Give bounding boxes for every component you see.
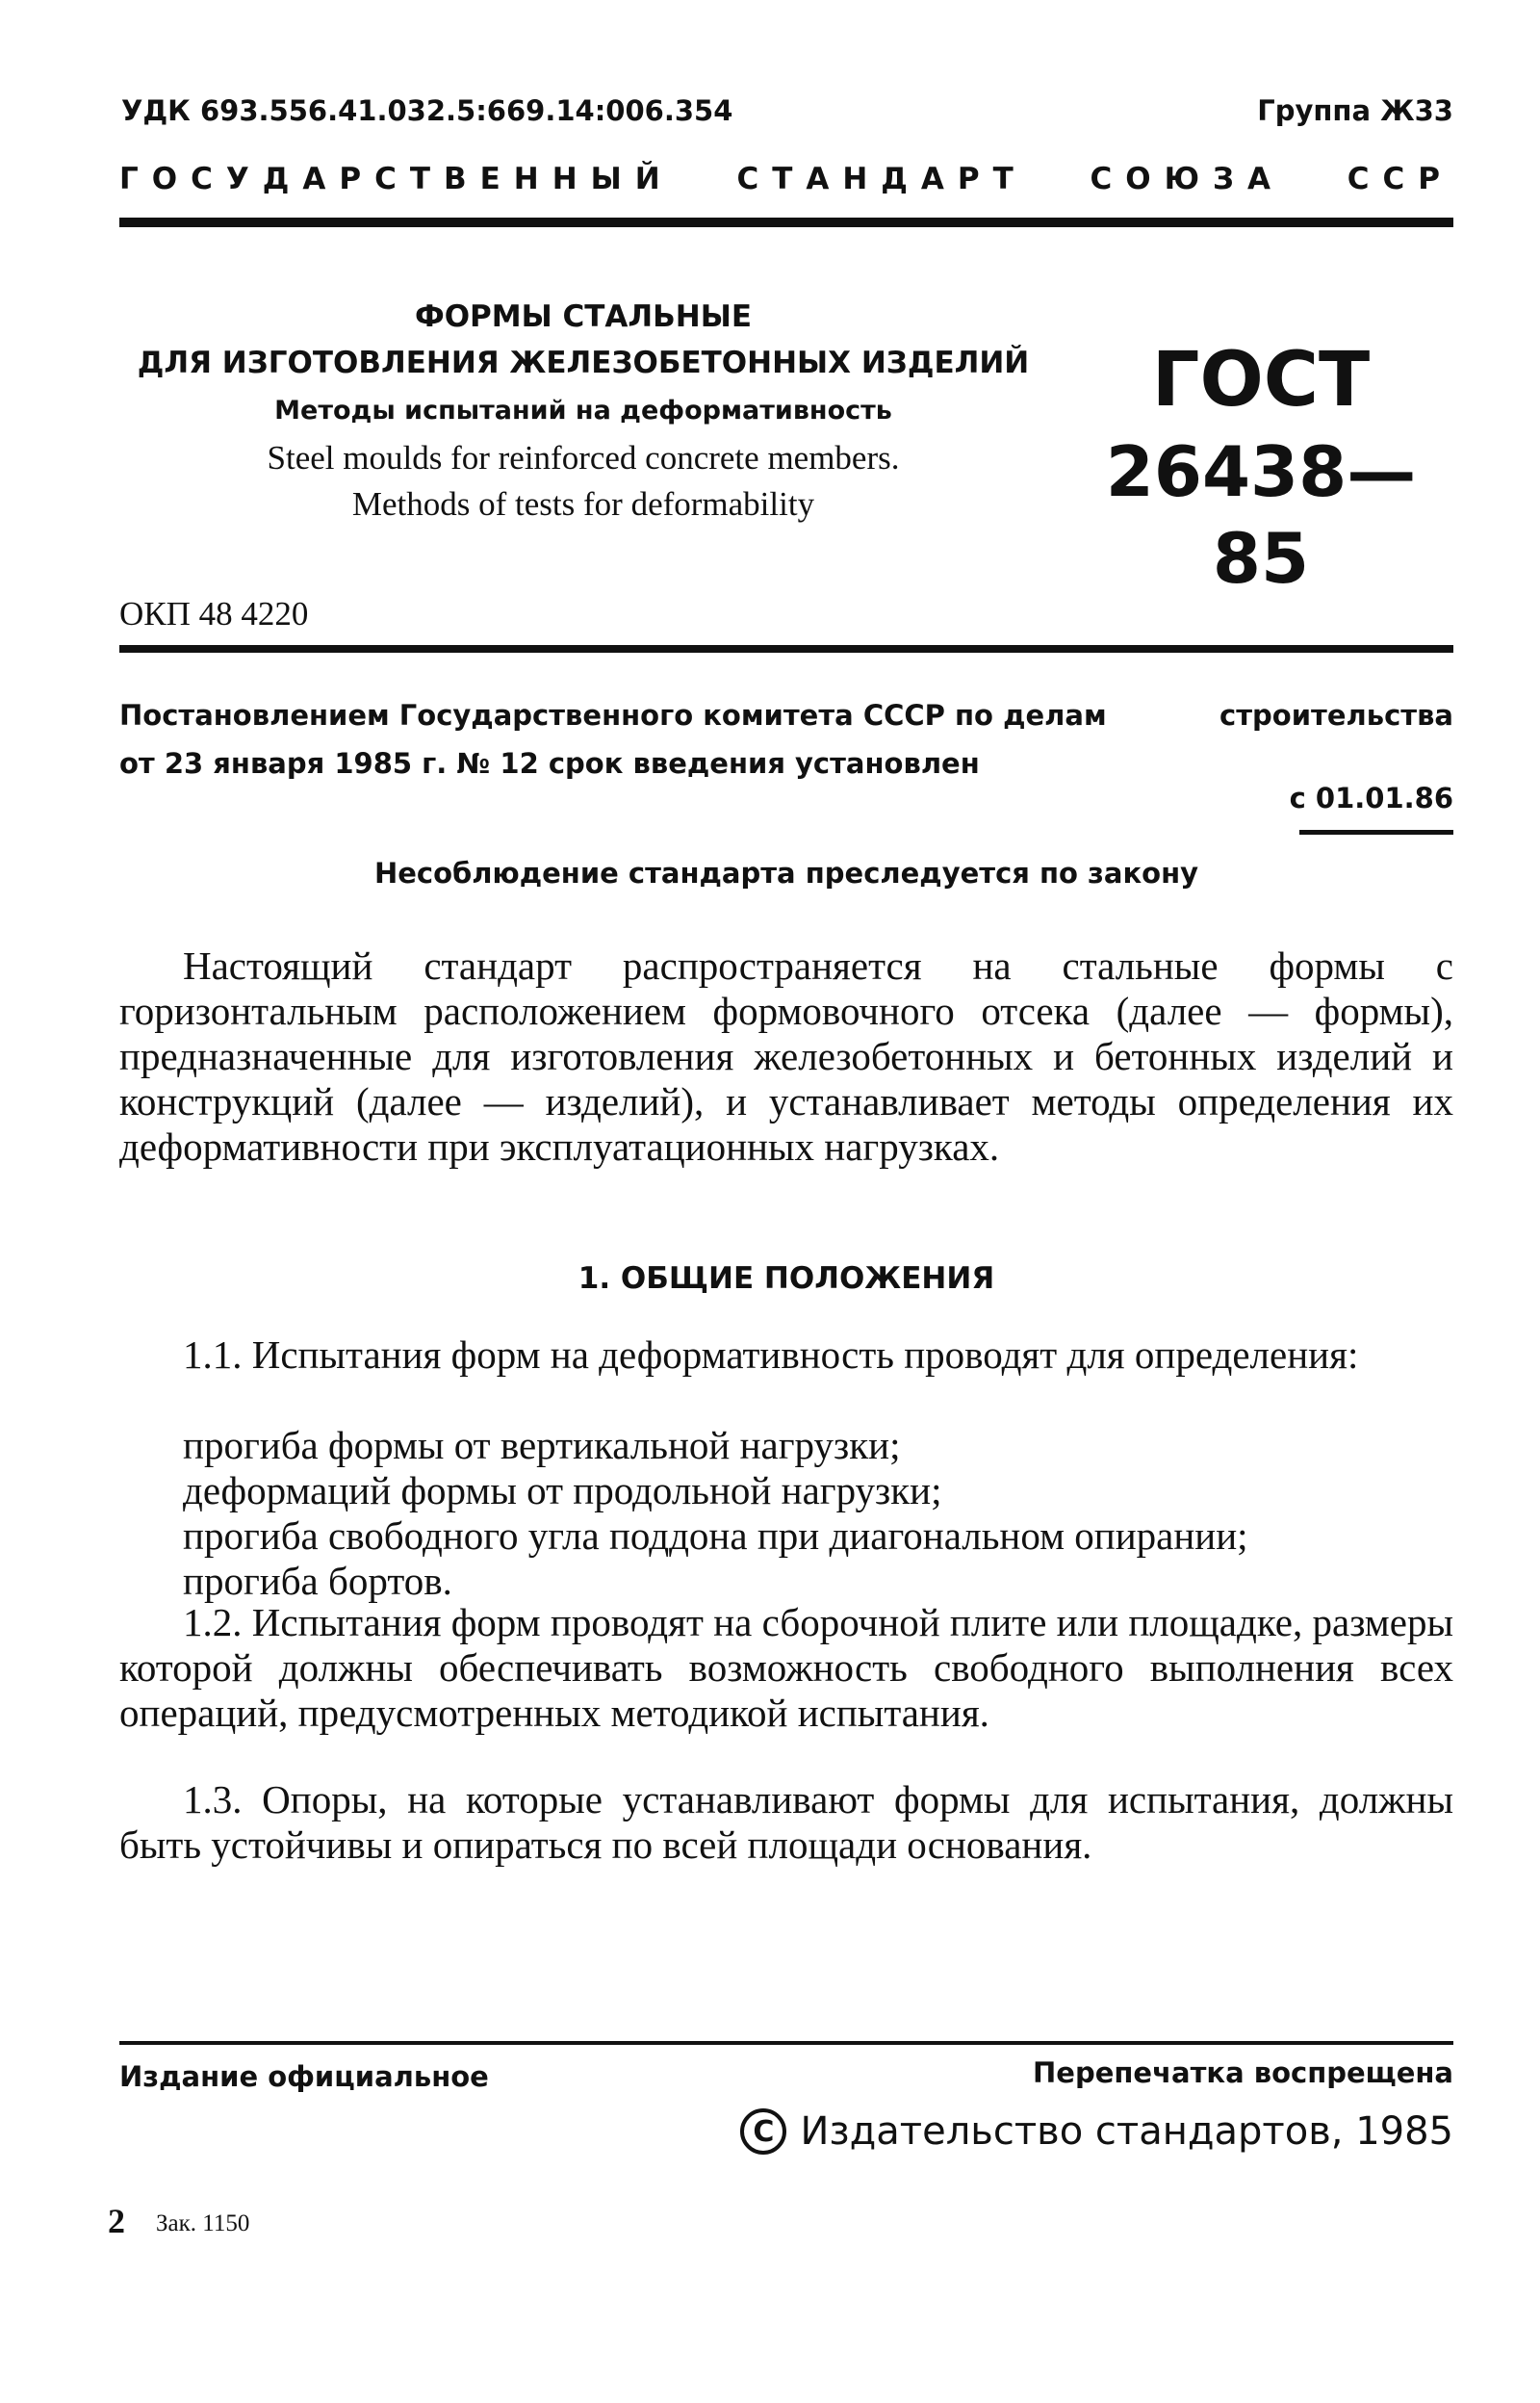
- list-item: прогиба формы от вертикальной нагрузки;: [183, 1423, 901, 1467]
- title-english-1: Steel moulds for reinforced concrete members.: [267, 439, 900, 477]
- gost-designation: [1068, 332, 1453, 602]
- copyright-line: [740, 2108, 1453, 2155]
- reprint-note: Перепечатка воспрещена: [1033, 2056, 1453, 2089]
- edition-note: Издание официальное: [119, 2060, 489, 2093]
- gost-number: 26438—85: [1105, 431, 1417, 599]
- title-line-2: ДЛЯ ИЗГОТОВЛЕНИЯ ЖЕЛЕЗОБЕТОННЫХ ИЗДЕЛИЙ: [137, 346, 1030, 380]
- intro-paragraph: [119, 943, 1453, 1170]
- group-code: Группа Ж33: [1257, 94, 1453, 127]
- page-number: 2: [108, 2202, 125, 2240]
- paragraph-1-1-text: 1.1. Испытания форм на деформативность проводят для определения:: [183, 1332, 1359, 1377]
- paragraph-1-2: [119, 1600, 1453, 1736]
- title-rule: [119, 645, 1453, 653]
- legal-warning: Несоблюдение стандарта преследуется по закону: [373, 857, 1199, 890]
- state-word-2: СТАНДАРТ: [736, 162, 1027, 196]
- okp-code: ОКП 48 4220: [119, 595, 309, 633]
- decree: [119, 691, 1453, 788]
- section-title: 1. ОБЩИЕ ПОЛОЖЕНИЯ: [578, 1261, 995, 1296]
- order-number: Зак. 1150: [156, 2210, 250, 2236]
- decree-line-1-left: Постановлением Государственного комитета СССР по делам: [119, 699, 1107, 732]
- udk-code: УДК 693.556.41.032.5:669.14:006.354: [121, 94, 733, 127]
- footer-rule: [119, 2041, 1453, 2045]
- paragraph-1-3-text: 1.3. Опоры, на которые устанавливают формы для испытания, должны быть устойчивы и опираться по всей площади основания.: [119, 1777, 1453, 1867]
- copyright-icon: C: [740, 2108, 786, 2155]
- decree-line-2: от 23 января 1985 г. № 12 срок введения установлен: [119, 747, 980, 780]
- paragraph-1-2-text: 1.2. Испытания форм проводят на сборочной плите или площадке, размеры которой должны обеспечивать возможность свободного выполнения всех операций, предусмотренных методикой испытания.: [119, 1600, 1453, 1735]
- title-subtitle: Методы испытаний на деформативность: [274, 396, 892, 426]
- paragraph-1-1: [119, 1332, 1453, 1378]
- state-standard-heading: [119, 162, 1453, 196]
- paragraph-1-3: [119, 1777, 1453, 1868]
- state-word-3: СОЮЗА: [1090, 162, 1285, 196]
- list-item: прогиба свободного угла поддона при диагональном опирании;: [183, 1513, 1248, 1558]
- gost-label: ГОСТ: [1151, 337, 1371, 424]
- state-word-4: ССР: [1347, 162, 1453, 196]
- decree-line-1-right: строительства: [1219, 699, 1453, 732]
- title-block: [121, 294, 1045, 523]
- intro-text: Настоящий стандарт распространяется на стальные формы с горизонтальным расположением формовочного отсека (далее — формы), предназначенные для изготовления железобетонных и бетонных изделий и конструкций (далее — изделий), и устанавливает методы определения их деформативности при эксплуатационных нагрузках.: [119, 943, 1453, 1169]
- title-line-1: ФОРМЫ СТАЛЬНЫЕ: [414, 299, 753, 334]
- copyright-text: Издательство стандартов, 1985: [800, 2109, 1453, 2154]
- date-rule: [1299, 830, 1453, 835]
- list-item: деформаций формы от продольной нагрузки;: [183, 1468, 942, 1512]
- list-item: прогиба бортов.: [183, 1559, 452, 1603]
- header-rule: [119, 218, 1453, 227]
- effective-date: с 01.01.86: [1289, 782, 1453, 814]
- state-word-1: ГОСУДАРСТВЕННЫЙ: [119, 162, 674, 196]
- title-english-2: Methods of tests for deformability: [351, 485, 815, 523]
